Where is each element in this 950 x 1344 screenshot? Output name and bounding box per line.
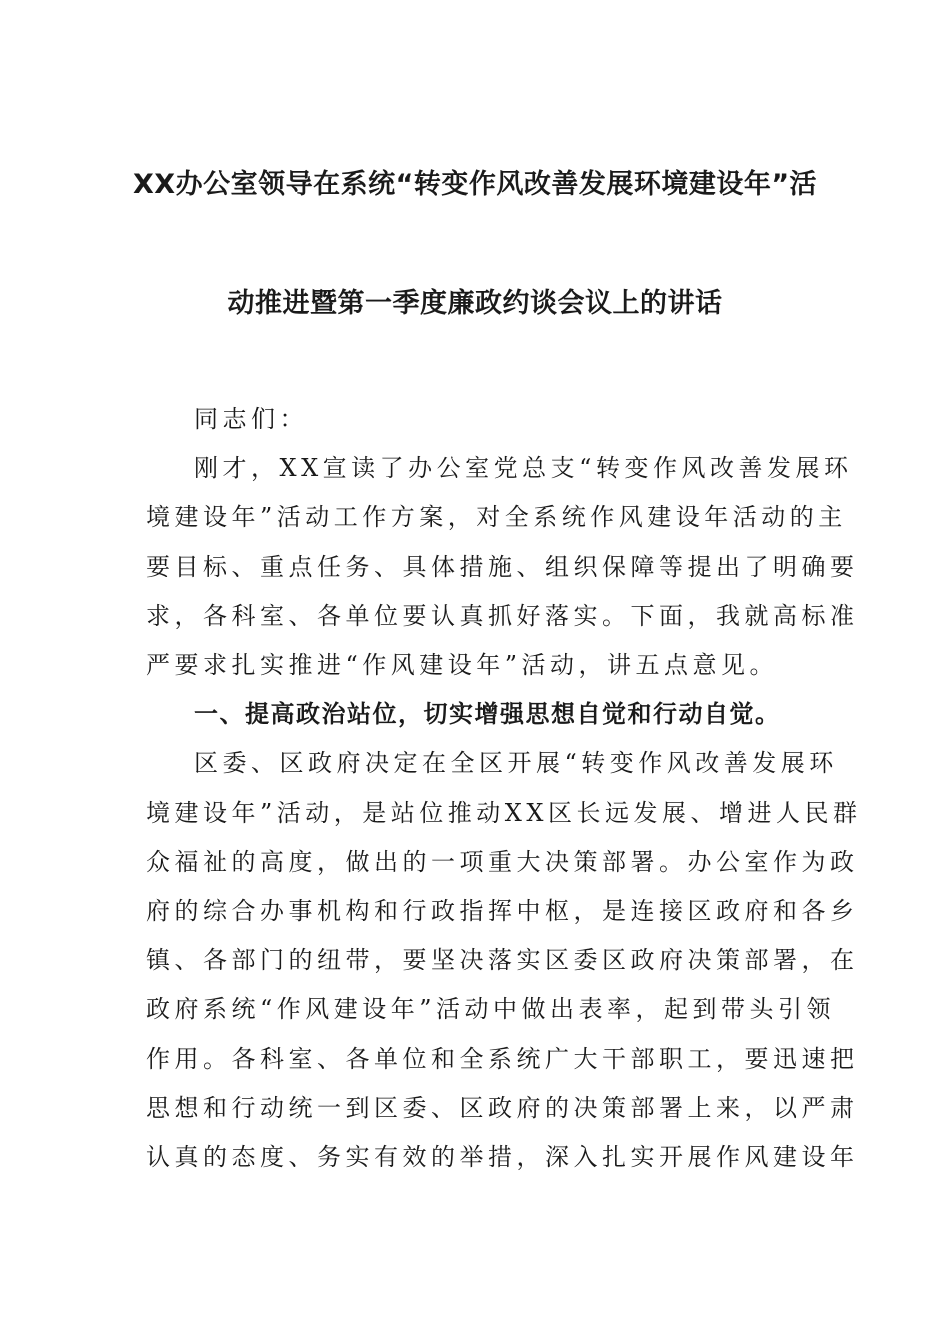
paragraph-1-line: 求，各科室、各单位要认真抓好落实。下面，我就高标准 [146, 601, 859, 630]
document-title-line-1: XX办公室领导在系统“转变作风改善发展环境建设年”活 [132, 169, 818, 200]
paragraph-2-line: 镇、各部门的纽带，要坚决落实区委区政府决策部署，在 [146, 946, 859, 975]
paragraph-1-line: 要目标、重点任务、具体措施、组织保障等提出了明确要 [146, 552, 859, 581]
paragraph-1-line: 严要求扎实推进“作风建设年”活动，讲五点意见。 [146, 651, 779, 680]
paragraph-2-line: 府的综合办事机构和行政指挥中枢，是连接区政府和各乡 [146, 897, 859, 926]
paragraph-1-line: 境建设年”活动工作方案，对全系统作风建设年活动的主 [146, 503, 847, 532]
paragraph-2-line: 政府系统“作风建设年”活动中做出表率，起到带头引领 [146, 995, 836, 1024]
paragraph-2-line: 认真的态度、务实有效的举措，深入扎实开展作风建设年 [146, 1143, 859, 1172]
paragraph-2-line: 境建设年”活动，是站位推动XX区长远发展、增进人民群 [146, 798, 862, 827]
paragraph-2-line: 众福祉的高度，做出的一项重大决策部署。办公室作为政 [146, 847, 859, 876]
document-body [146, 395, 862, 1182]
document-title-line-2: 动推进暨第一季度廉政约谈会议上的讲话 [227, 288, 723, 319]
paragraph-1-line: 刚才，XX宣读了办公室党总支“转变作风改善发展环 [194, 454, 853, 483]
salutation: 同志们： [194, 405, 308, 433]
section-heading-1: 一、提高政治站位，切实增强思想自觉和行动自觉。 [194, 700, 781, 729]
paragraph-2-line: 区委、区政府决定在全区开展“转变作风改善发展环 [194, 749, 838, 778]
paragraph-2-line: 思想和行动统一到区委、区政府的决策部署上来，以严肃 [146, 1093, 859, 1122]
paragraph-2-line: 作用。各科室、各单位和全系统广大干部职工，要迅速把 [146, 1044, 859, 1073]
paragraph-2 [146, 739, 862, 1182]
paragraph-1 [146, 444, 859, 690]
